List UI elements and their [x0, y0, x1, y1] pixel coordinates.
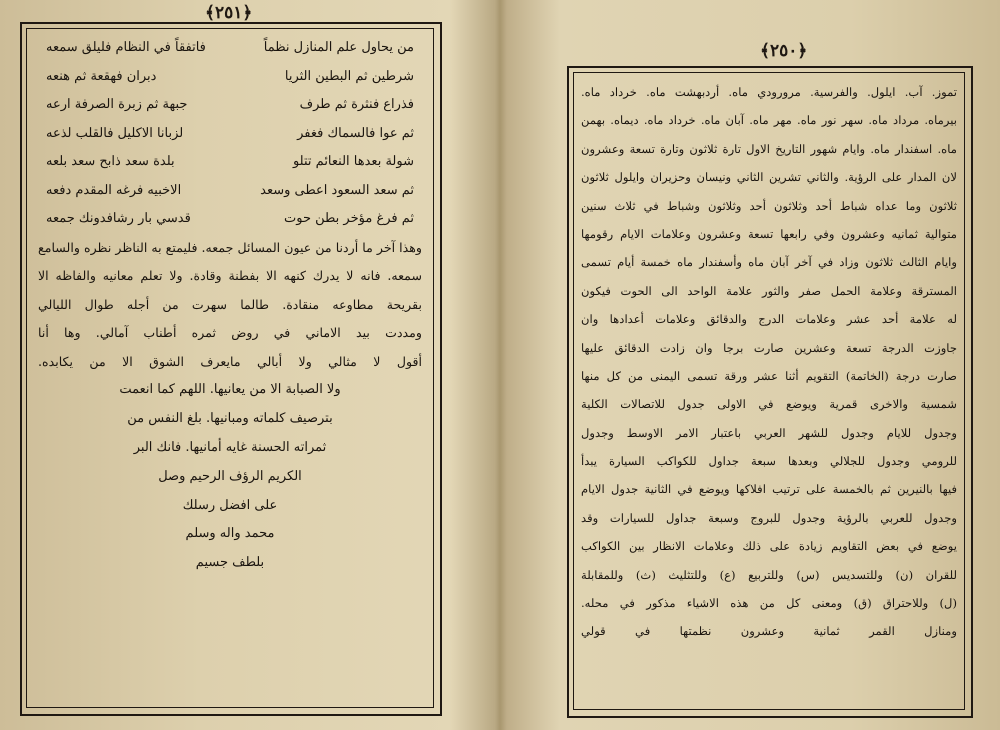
closing-line: بترصيف كلماته ومبانيها. بلغ النفس من — [127, 411, 333, 427]
text-line: (ل) وللاحتراق (ق) ومعنى كل من هذه الاشياء مذكور في محله. — [581, 596, 957, 611]
page-number: ﴿٢٥٠﴾ — [760, 41, 808, 61]
left-page-text — [34, 34, 426, 702]
text-line: جاوزت الدرجة تسعة وعشرين صارت برجا وان زادت الدقائق عليها — [581, 340, 957, 355]
poem-verse: ثم عوا فالسماك فغفر لزبانا الاكليل فالقلب لذعه — [46, 125, 414, 141]
poem-verse: من يحاول علم المنازل نظماً فاتفقاً في النظام فليلق سمعه — [46, 40, 414, 55]
right-page — [505, 0, 1000, 730]
text-line: وجدول للايام وجدول للشهر العربي باعتبار الامر الاوسط وجدول — [581, 425, 957, 440]
text-line: متوالية ثمانيه وعشرون وفي رابعها تسعة وعشرون وعلامات الايام رقومها — [581, 226, 957, 241]
closing-line: على افضل رسلك — [182, 497, 278, 513]
text-line: سمعه. فانه لا يدرك كنهه الا بفطنة وقادة. ولا تعلم معانيه والفاظه الا — [38, 268, 422, 284]
text-line: ماه. اسفندار ماه. وايام شهور التاريخ الاول تارة ثلاثون وتارة تسعة وعشرون — [581, 141, 957, 156]
closing-line: الكريم الرؤف الرحيم وصل — [158, 468, 302, 484]
text-line: لان المدار على الرؤية. والثاني تشرين الثاني ونيسان وحزيران وايلول ثلاثون — [581, 170, 957, 185]
closing-line: بلطف جسيم — [195, 555, 265, 571]
poem-verse: ثم سعد السعود اعطى وسعد الاخبيه فرغه المقدم دفعه — [46, 182, 414, 198]
text-line: بيرماه. مرداد ماه. سهر نور ماه. مهر ماه. آبان ماه. خرداد ماه. ديماه. بهمن — [581, 113, 957, 128]
closing-line: ولا الصبابة الا من يعانيها. اللهم كما انعمت — [119, 382, 341, 398]
text-line: فيها بالنيرين ثم بالخمسة على ترتيب افلاكها ويوضع في الثانية جدول الايام — [581, 482, 957, 497]
text-line: صارت درجة (الخاتمة) التقويم أثنا عشر ورقة تسمى اليمنى من كل منها — [581, 368, 957, 383]
page-number: ﴿٢٥١﴾ — [205, 3, 253, 23]
text-line: أقول لا مثالي ولا أبالي مايعرف الشوق الا من يكابده. — [38, 353, 422, 369]
text-line: تموز. آب. ايلول. والفرسية. مرورودي ماه. أردبهشت ماه. خرداد ماه. — [581, 85, 957, 99]
text-line: وجدول للعربي بالرؤية وجدول للبروج وسبعة جداول للسيارات وقد — [581, 510, 957, 525]
text-line: ومنازل القمر ثمانية وعشرون نظمتها في قولي — [581, 624, 957, 639]
closing-line: محمد واله وسلم — [185, 526, 275, 542]
poem-verse: فذراع فنثرة ثم طرف جبهة ثم زبرة الصرفة ارعه — [46, 97, 414, 112]
text-line: للرومي وجدول للجلالي وبعدها سبعة جداول للكواكب السيارة يبدأ — [581, 454, 957, 469]
text-line: شمسية والاخرى قمرية ويوضع في الاولى جدول للاتصالات الكلية — [581, 397, 957, 412]
text-line: بقريحة مطاوعه منقادة. طالما سهرت من أجله طوال الليالي — [38, 296, 422, 312]
text-line: للقران (ن) وللتسديس (س) وللتربيع (ع) وللتثليث (ث) وللمقابلة — [581, 567, 957, 582]
closing-line: ثمراته الحسنة غايه أمانيها. فانك البر — [133, 440, 327, 456]
text-line: المسترقة وعلامة الحمل صفر والثور علامة الواحد الى الحوت فيكون — [581, 283, 957, 298]
text-line: وهذا آخر ما أردنا من عيون المسائل جمعه. فليمتع به الناظر نظره والسامع — [38, 239, 422, 255]
text-line: وايام الثالث ثلاثون وزاد في آخر آبان ماه وأسفندار ماه خمسة أيام تسمى — [581, 255, 957, 270]
poem-verse: ثم فرغ مؤخر بطن حوت قدسي بار رشافدونك جمعه — [46, 211, 414, 226]
right-page-text — [579, 78, 959, 704]
poem-verse: شرطين ثم البطين الثريا دبران فهقعة ثم هنعه — [46, 68, 414, 84]
text-line: ثلاثون وما عداه شباط أحد وثلاثون أحد وثلاثون وشباط في ثلاث سنين — [581, 198, 957, 213]
text-line: يوضع في بعض التقاويم زيادة على ذلك وعلامات الانظار بين الكواكب — [581, 539, 957, 554]
text-line: له علامة أحد عشر وعلامات الدرج والدقائق وعلامات أعدادها وان — [581, 312, 957, 327]
text-line: ومددت بيد الاماني في روض ثمره أطناب آمالي. وها أنا — [38, 325, 422, 341]
poem-verse: شولة بعدها النعائم تتلو بلدة سعد ذابح سعد بلعه — [46, 154, 414, 169]
